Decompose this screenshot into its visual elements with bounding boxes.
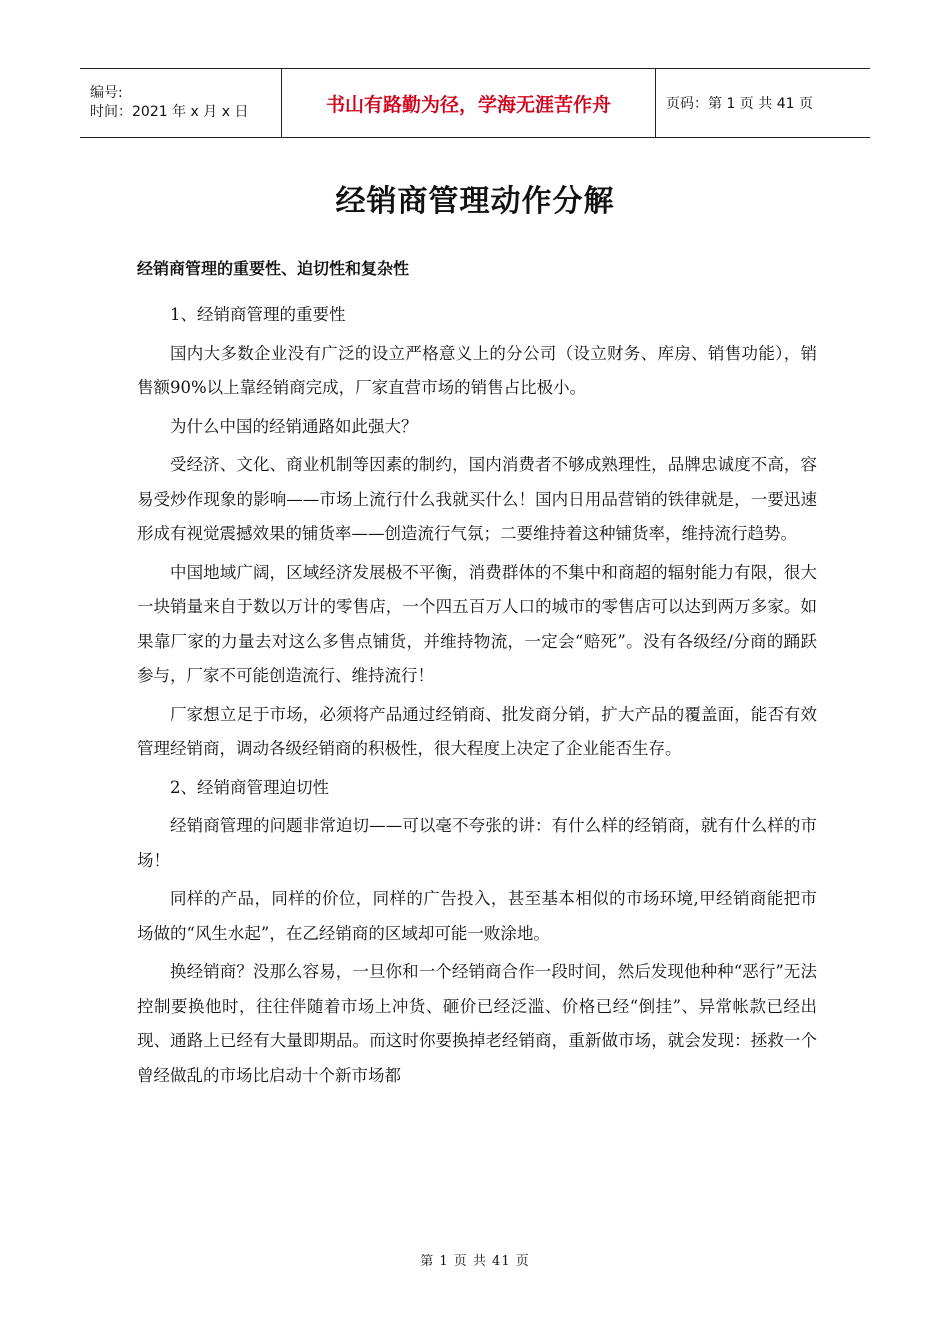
paragraph: 受经济、文化、商业机制等因素的制约，国内消费者不够成熟理性，品牌忠诚度不高，容易受炒作现象的影响——市场上流行什么我就买什么！国内日用品营销的铁律就是，一要迅速形成有视觉震撼效果的铺货率——创造流行气氛；二要维持着这种铺货率，维持流行趋势。 xyxy=(137,455,817,543)
paragraph: 1、经销商管理的重要性 xyxy=(170,305,346,324)
header-meta xyxy=(80,69,282,137)
paragraph: 2、经销商管理迫切性 xyxy=(170,777,329,797)
paragraph: 国内大多数企业没有广泛的设立严格意义上的分公司（设立财务、库房、销售功能），销售额90%以上靠经销商完成，厂家直营市场的销售占比极小。 xyxy=(137,343,817,397)
page-footer: 第 1 页 共 41 页 xyxy=(420,1254,530,1269)
paragraph: 为什么中国的经销通路如此强大？ xyxy=(170,416,418,436)
number-label: 编号: xyxy=(90,85,123,101)
header-motto: 书山有路勤为径，学海无涯苦作舟 xyxy=(282,69,656,137)
header-table xyxy=(80,68,870,138)
paragraph: 经销商管理的问题非常迫切——可以毫不夸张的讲：有什么样的经销商，就有什么样的市场！ xyxy=(137,816,817,870)
time-label: 时间：2021 年 x 月 x 日 xyxy=(90,104,249,120)
paragraph: 中国地域广阔，区域经济发展极不平衡，消费群体的不集中和商超的辐射能力有限，很大一块销量来自于数以万计的零售店，一个四五百万人口的城市的零售店可以达到两万多家。如果靠厂家的力量去对这么多售点铺货，并维持物流，一定会“赔死”。没有各级经/分商的踊跃参与，厂家不可能创造流行、维持流行！ xyxy=(137,562,817,685)
paragraph: 同样的产品，同样的价位，同样的广告投入，甚至基本相似的市场环境,甲经销商能把市场做的“风生水起”，在乙经销商的区域却可能一败涂地。 xyxy=(137,889,817,943)
document-title: 经销商管理动作分解 xyxy=(335,184,615,219)
section-heading: 经销商管理的重要性、迫切性和复杂性 xyxy=(137,259,410,278)
paragraph: 厂家想立足于市场，必须将产品通过经销商、批发商分销，扩大产品的覆盖面，能否有效管理经销商，调动各级经销商的积极性，很大程度上决定了企业能否生存。 xyxy=(137,704,817,758)
header-page-info: 页码：第 1 页 共 41 页 xyxy=(666,96,813,112)
paragraph: 换经销商？没那么容易，一旦你和一个经销商合作一段时间，然后发现他种种“恶行”无法控制要换他时，往往伴随着市场上冲货、砸价已经泛滥、价格已经“倒挂”、异常帐款已经出现、通路上已经有大量即期品。而这时你要换掉老经销商，重新做市场，就会发现：拯救一个曾经做乱的市场比启动十个新市场都 xyxy=(137,962,817,1085)
document-body xyxy=(137,298,817,1097)
